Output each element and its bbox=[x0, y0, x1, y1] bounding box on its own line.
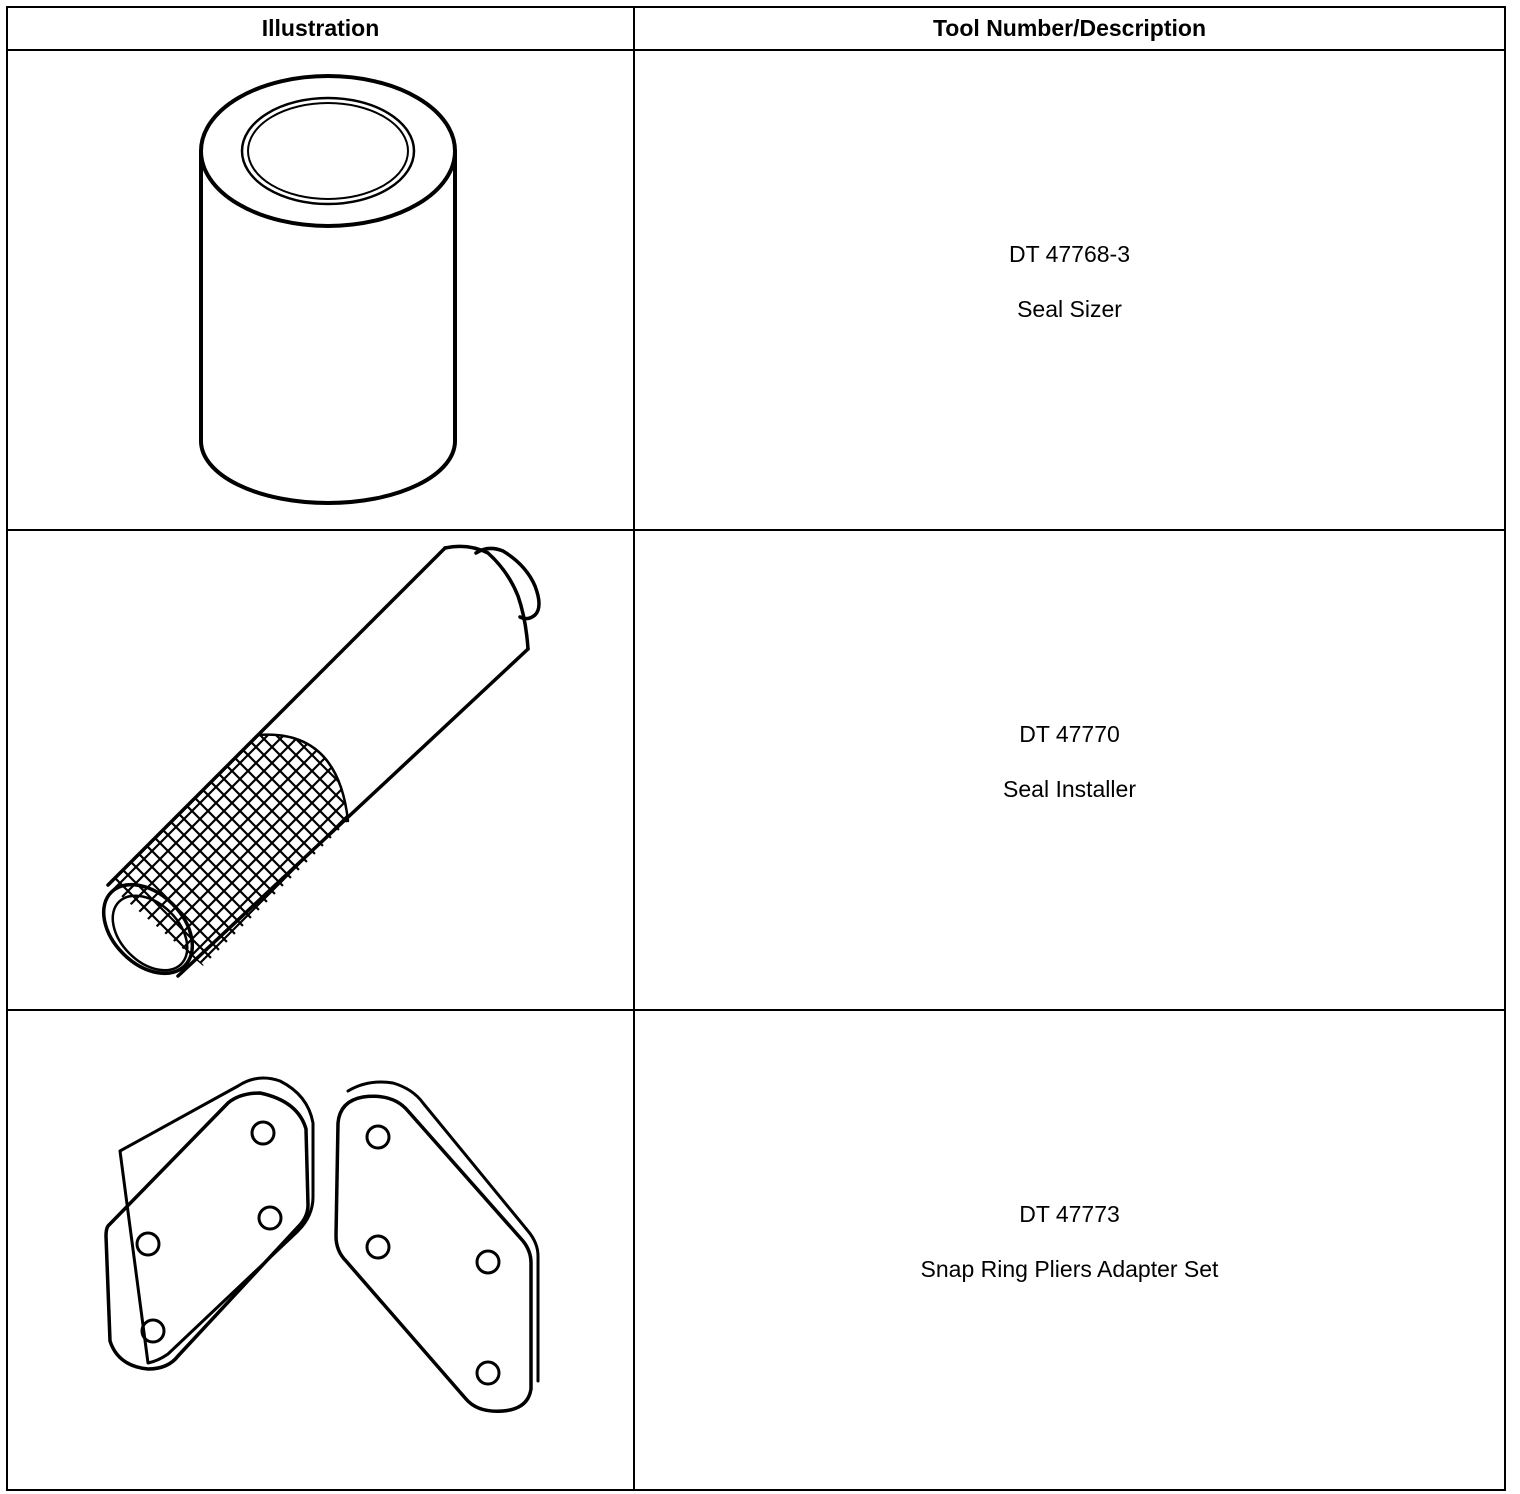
tool-description-cell bbox=[634, 530, 1505, 1010]
tool-number: DT 47768-3 bbox=[1008, 240, 1131, 267]
tool-description-cell bbox=[634, 50, 1505, 530]
special-tools-table bbox=[6, 6, 1506, 1491]
snap-ring-pliers-adapter-plates-icon bbox=[8, 1011, 635, 1489]
tool-number: DT 47770 bbox=[1019, 720, 1120, 747]
tool-description: Seal Sizer bbox=[1017, 295, 1122, 322]
header-illustration: Illustration bbox=[7, 7, 634, 50]
illustration-cell bbox=[7, 50, 634, 530]
table-header-row bbox=[7, 7, 1505, 50]
tool-description: Snap Ring Pliers Adapter Set bbox=[920, 1255, 1219, 1282]
tool-description-cell bbox=[634, 1010, 1505, 1490]
seal-installer-knurled-rod-icon bbox=[8, 531, 635, 1009]
tool-number: DT 47773 bbox=[1019, 1200, 1120, 1227]
table-row bbox=[7, 1010, 1505, 1490]
illustration-cell bbox=[7, 530, 634, 1010]
seal-sizer-cylinder-icon bbox=[8, 51, 635, 529]
header-tool-number-description: Tool Number/Description bbox=[634, 7, 1505, 50]
illustration-cell bbox=[7, 1010, 634, 1490]
table-row bbox=[7, 50, 1505, 530]
table-row bbox=[7, 530, 1505, 1010]
tool-description: Seal Installer bbox=[1003, 775, 1136, 802]
